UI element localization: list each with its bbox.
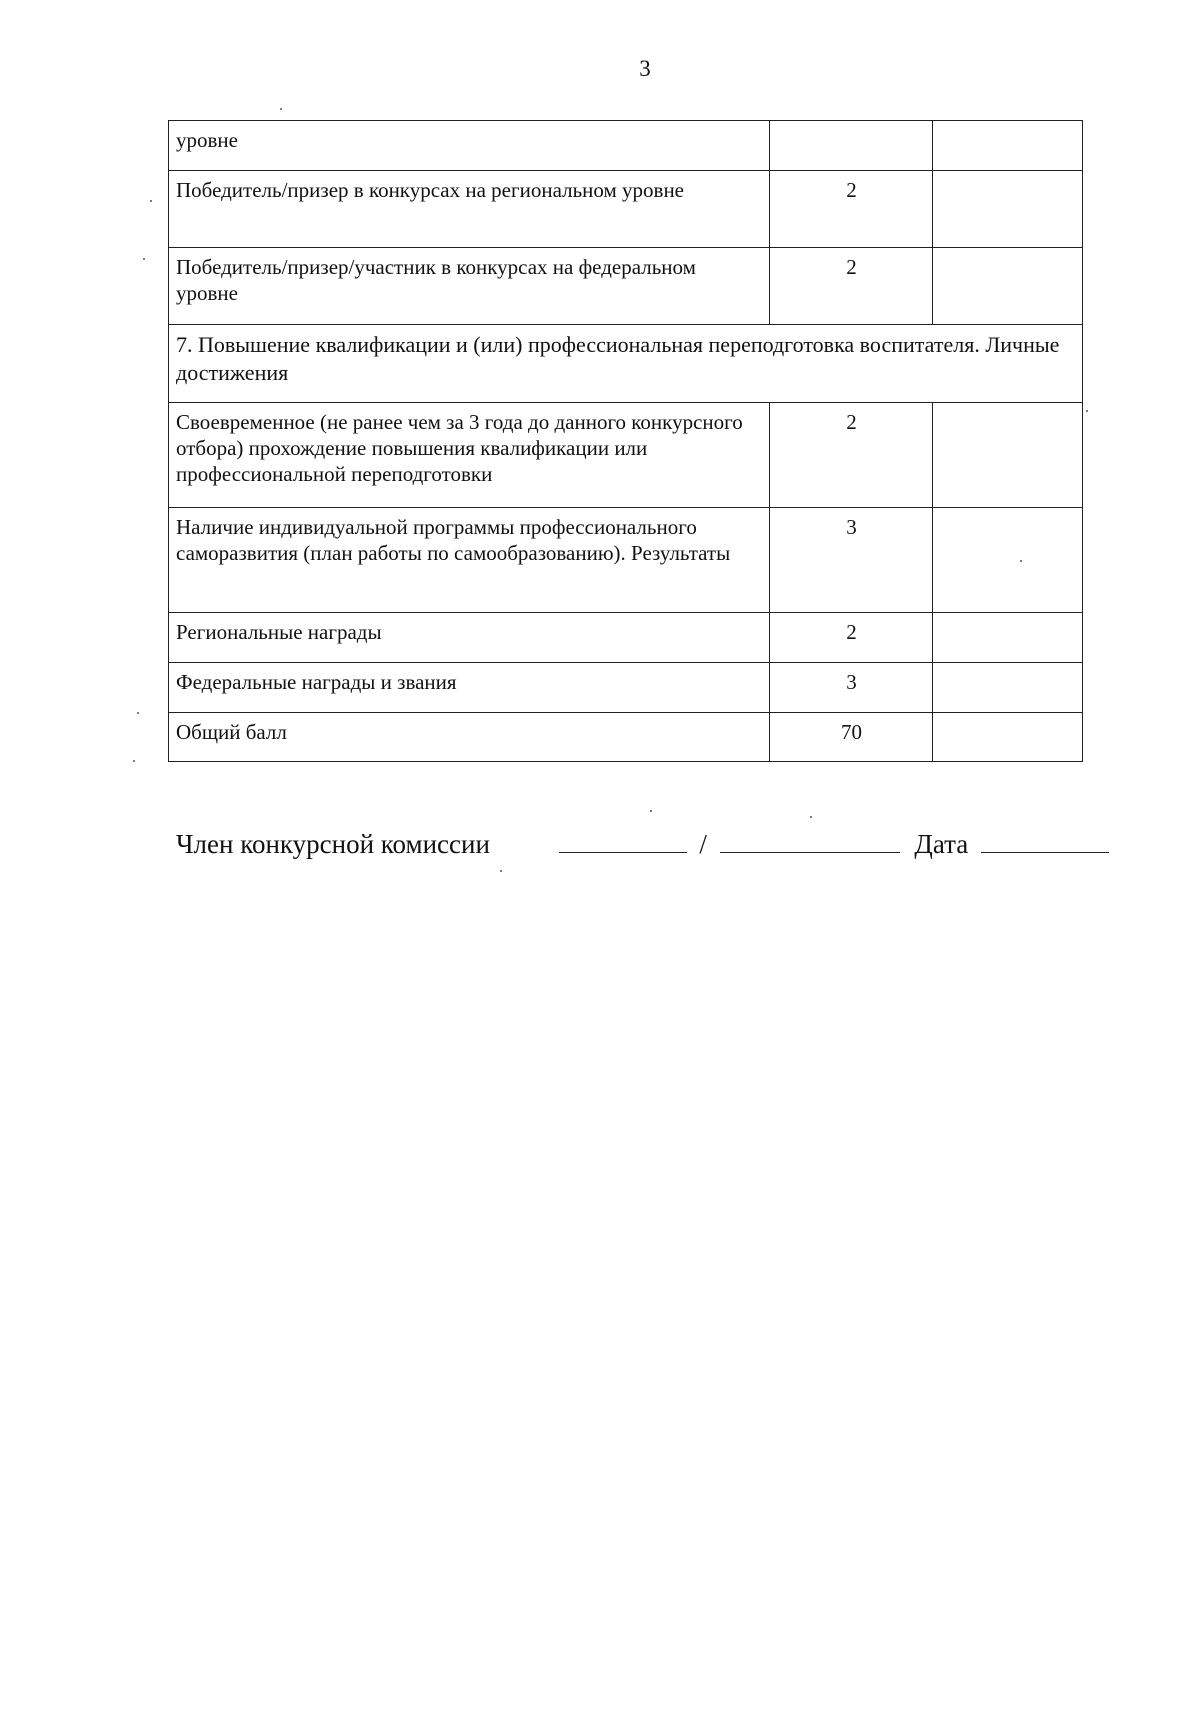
scan-speck — [1086, 410, 1088, 412]
mark-cell[interactable] — [933, 121, 1083, 171]
criterion-cell: Победитель/призер/участник в конкурсах на федеральном уровне — [169, 248, 770, 325]
mark-cell[interactable] — [933, 248, 1083, 325]
name-field[interactable] — [720, 826, 900, 853]
scan-speck — [133, 760, 135, 762]
criterion-cell: Своевременное (не ранее чем за 3 года до данного конкурсного отбора) прохождение повышения квалификации или профессиональной переподготовки — [169, 403, 770, 508]
score-cell: 2 — [770, 403, 933, 508]
total-score-cell: 70 — [770, 713, 933, 762]
section-heading: 7. Повышение квалификации и (или) профессиональная переподготовка воспитателя. Личные достижения — [169, 325, 1083, 403]
mark-cell[interactable] — [933, 171, 1083, 248]
signature-block — [176, 826, 1106, 860]
criterion-cell: Наличие индивидуальной программы профессионального саморазвития (план работы по самообразованию). Результаты — [169, 508, 770, 613]
table-row — [169, 248, 1083, 325]
commission-member-label: Член конкурсной комиссии — [176, 829, 490, 859]
criteria-table — [168, 120, 1083, 762]
total-mark-cell[interactable] — [933, 713, 1083, 762]
scan-speck — [143, 258, 145, 260]
score-cell — [770, 121, 933, 171]
mark-cell[interactable] — [933, 508, 1083, 613]
score-cell: 2 — [770, 171, 933, 248]
criterion-cell: Федеральные награды и звания — [169, 663, 770, 713]
score-cell: 3 — [770, 508, 933, 613]
table-row — [169, 613, 1083, 663]
signature-separator: / — [699, 829, 707, 859]
scan-speck — [810, 816, 812, 818]
mark-cell[interactable] — [933, 613, 1083, 663]
scan-speck — [137, 712, 139, 714]
mark-cell[interactable] — [933, 403, 1083, 508]
score-cell: 2 — [770, 248, 933, 325]
scan-speck — [280, 108, 282, 110]
criterion-cell: Региональные награды — [169, 613, 770, 663]
scan-speck — [1020, 560, 1022, 562]
mark-cell[interactable] — [933, 663, 1083, 713]
criterion-cell: уровне — [169, 121, 770, 171]
date-field[interactable] — [981, 826, 1109, 853]
table-row — [169, 663, 1083, 713]
scan-speck — [500, 870, 502, 872]
signature-field[interactable] — [559, 826, 687, 853]
section-row — [169, 325, 1083, 403]
total-row — [169, 713, 1083, 762]
date-label: Дата — [914, 829, 969, 859]
criterion-cell: Победитель/призер в конкурсах на региональном уровне — [169, 171, 770, 248]
score-cell: 2 — [770, 613, 933, 663]
table-row — [169, 508, 1083, 613]
score-cell: 3 — [770, 663, 933, 713]
page-number: 3 — [639, 56, 651, 81]
table-row — [169, 171, 1083, 248]
table-row — [169, 403, 1083, 508]
total-label-cell: Общий балл — [169, 713, 770, 762]
scan-speck — [150, 200, 152, 202]
scan-speck — [650, 810, 652, 812]
table-row — [169, 121, 1083, 171]
